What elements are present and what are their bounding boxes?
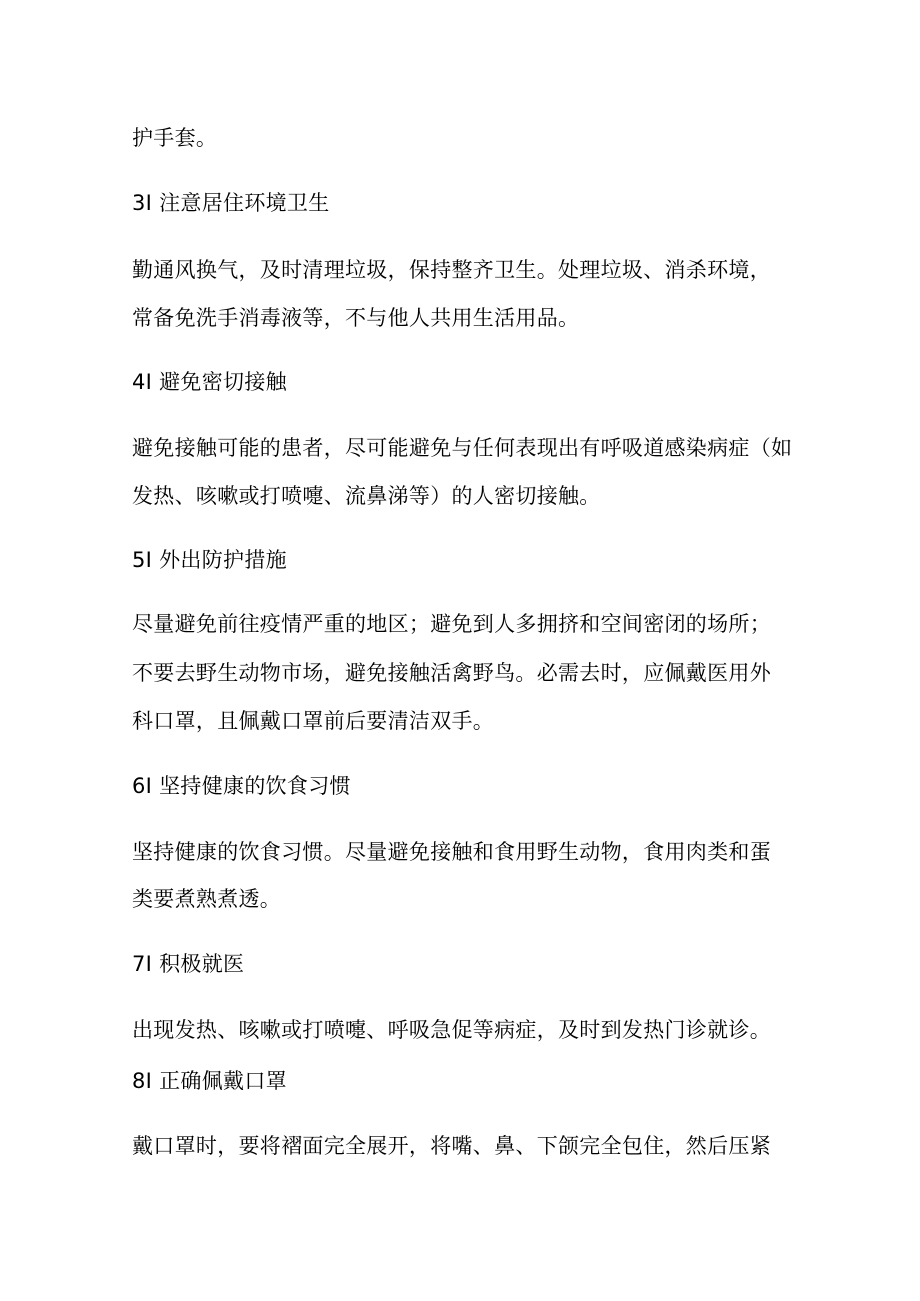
section-heading-4: 4I 避免密切接触 xyxy=(132,370,287,394)
paragraph-line: 科口罩，且佩戴口罩前后要清洁双手。 xyxy=(132,709,495,733)
paragraph-line: 勤通风换气，及时清理垃圾，保持整齐卫生。处理垃圾、消杀环境， xyxy=(132,258,771,282)
paragraph-line: 尽量避免前往疫情严重的地区；避免到人多拥挤和空间密闭的场所； xyxy=(132,612,771,636)
paragraph-line: 发热、咳嗽或打喷嚏、流鼻涕等）的人密切接触。 xyxy=(132,484,601,508)
paragraph-line: 坚持健康的饮食习惯。尽量避免接触和食用野生动物，食用肉类和蛋 xyxy=(132,840,771,864)
section-heading-6: 6I 坚持健康的饮食习惯 xyxy=(132,774,351,798)
paragraph-line: 类要煮熟煮透。 xyxy=(132,887,282,911)
section-heading-3: 3I 注意居住环境卫生 xyxy=(132,191,330,215)
paragraph-line: 不要去野生动物市场，避免接触活禽野鸟。必需去时，应佩戴医用外 xyxy=(132,661,771,685)
section-heading-7: 7I 积极就医 xyxy=(132,952,245,976)
paragraph-line: 护手套。 xyxy=(132,126,218,150)
section-heading-8: 8I 正确佩戴口罩 xyxy=(132,1069,287,1093)
paragraph-line: 避免接触可能的患者，尽可能避免与任何表现出有呼吸道感染病症（如 xyxy=(132,436,793,460)
section-heading-5: 5I 外出防护措施 xyxy=(132,548,287,572)
paragraph-line: 出现发热、咳嗽或打喷嚏、呼吸急促等病症，及时到发热门诊就诊。 xyxy=(132,1018,771,1042)
paragraph-line: 常备免洗手消毒液等，不与他人共用生活用品。 xyxy=(132,306,580,330)
paragraph-line: 戴口罩时，要将褶面完全展开，将嘴、鼻、下颌完全包住，然后压紧 xyxy=(132,1134,771,1158)
